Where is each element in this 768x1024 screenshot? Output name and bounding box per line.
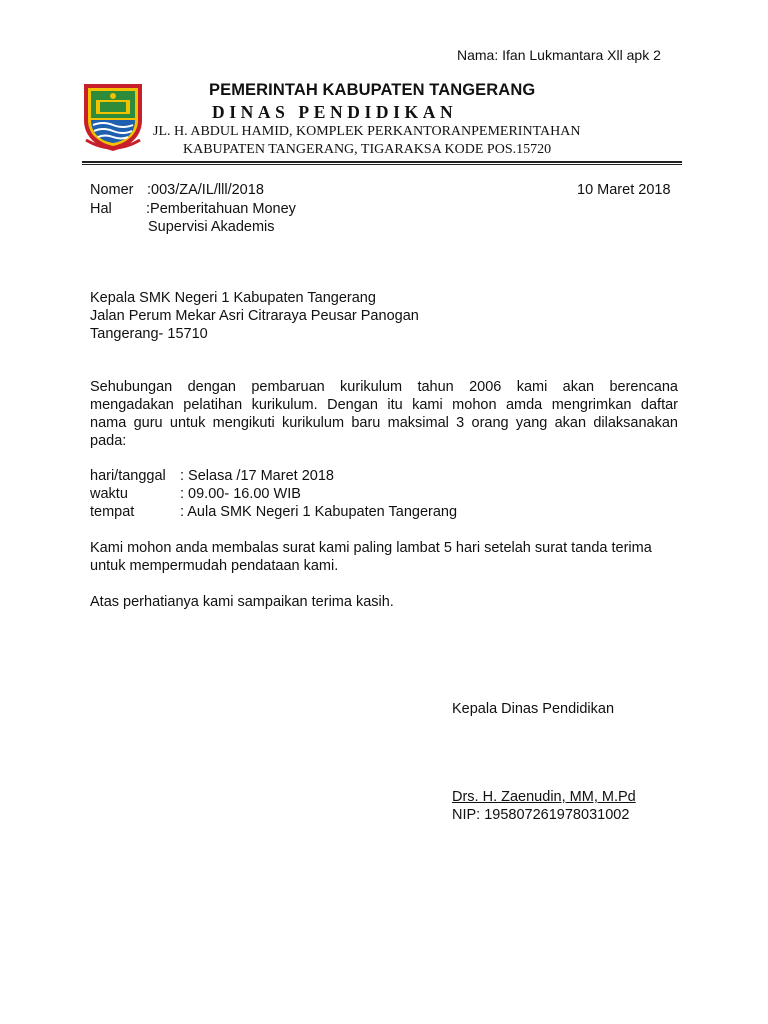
letterhead-divider-thick [82,161,682,163]
detail-label-place: tempat [90,504,135,520]
address-line-2: KABUPATEN TANGERANG, TIGARAKSA KODE POS.15720 [183,142,552,157]
address-line-1: JL. H. ABDUL HAMID, KOMPLEK PERKANTORANPEMERINTAHAN [153,124,581,139]
intro-line-1: Sehubungan dengan pembaruan kurikulum tahun 2006 kami akan berencana [90,379,678,395]
intro-line-3: nama guru untuk mengikuti kurikulum baru maksimal 3 orang yang akan dilaksanakan [90,415,678,431]
letter-date: 10 Maret 2018 [577,182,671,198]
government-name: PEMERINTAH KABUPATEN TANGERANG [209,81,536,99]
tangerang-regency-coat-of-arms-icon [82,80,144,152]
detail-value-place: : Aula SMK Negeri 1 Kabupaten Tangerang [180,504,458,520]
number-label: Nomer [90,182,134,198]
recipient-line-3: Tangerang- 15710 [90,326,208,342]
subject-value-line-1: :Pemberitahuan Money [146,201,296,217]
signatory-title: Kepala Dinas Pendidikan [452,701,615,717]
subject-value-line-2: Supervisi Akademis [148,219,275,235]
intro-line-4: pada: [90,433,127,449]
student-name-note: Nama: Ifan Lukmantara Xll apk 2 [457,47,661,63]
detail-value-date: : Selasa /17 Maret 2018 [180,468,334,484]
request-line-2: untuk mempermudah pendataan kami. [90,558,339,574]
number-value: :003/ZA/IL/lll/2018 [147,182,264,198]
intro-line-2: mengadakan pelatihan kurikulum. Dengan itu kami mohon amda mengrimkan daftar [90,397,678,413]
detail-value-time: : 09.00- 16.00 WIB [180,486,301,502]
subject-label: Hal [90,201,112,217]
request-line-1: Kami mohon anda membalas surat kami paling lambat 5 hari setelah surat tanda terima [90,540,652,556]
detail-label-time: waktu [90,486,128,502]
letterhead-divider-thin [82,164,682,165]
signatory-name: Drs. H. Zaenudin, MM, M.Pd [452,789,636,805]
signatory-nip: NIP: 195807261978031002 [452,807,630,823]
detail-label-date: hari/tanggal [90,468,166,484]
closing-sentence: Atas perhatianya kami sampaikan terima kasih. [90,594,394,610]
department-name: DINAS PENDIDIKAN [212,102,458,122]
recipient-line-1: Kepala SMK Negeri 1 Kabupaten Tangerang [90,290,376,306]
recipient-line-2: Jalan Perum Mekar Asri Citraraya Peusar Panogan [90,308,419,324]
